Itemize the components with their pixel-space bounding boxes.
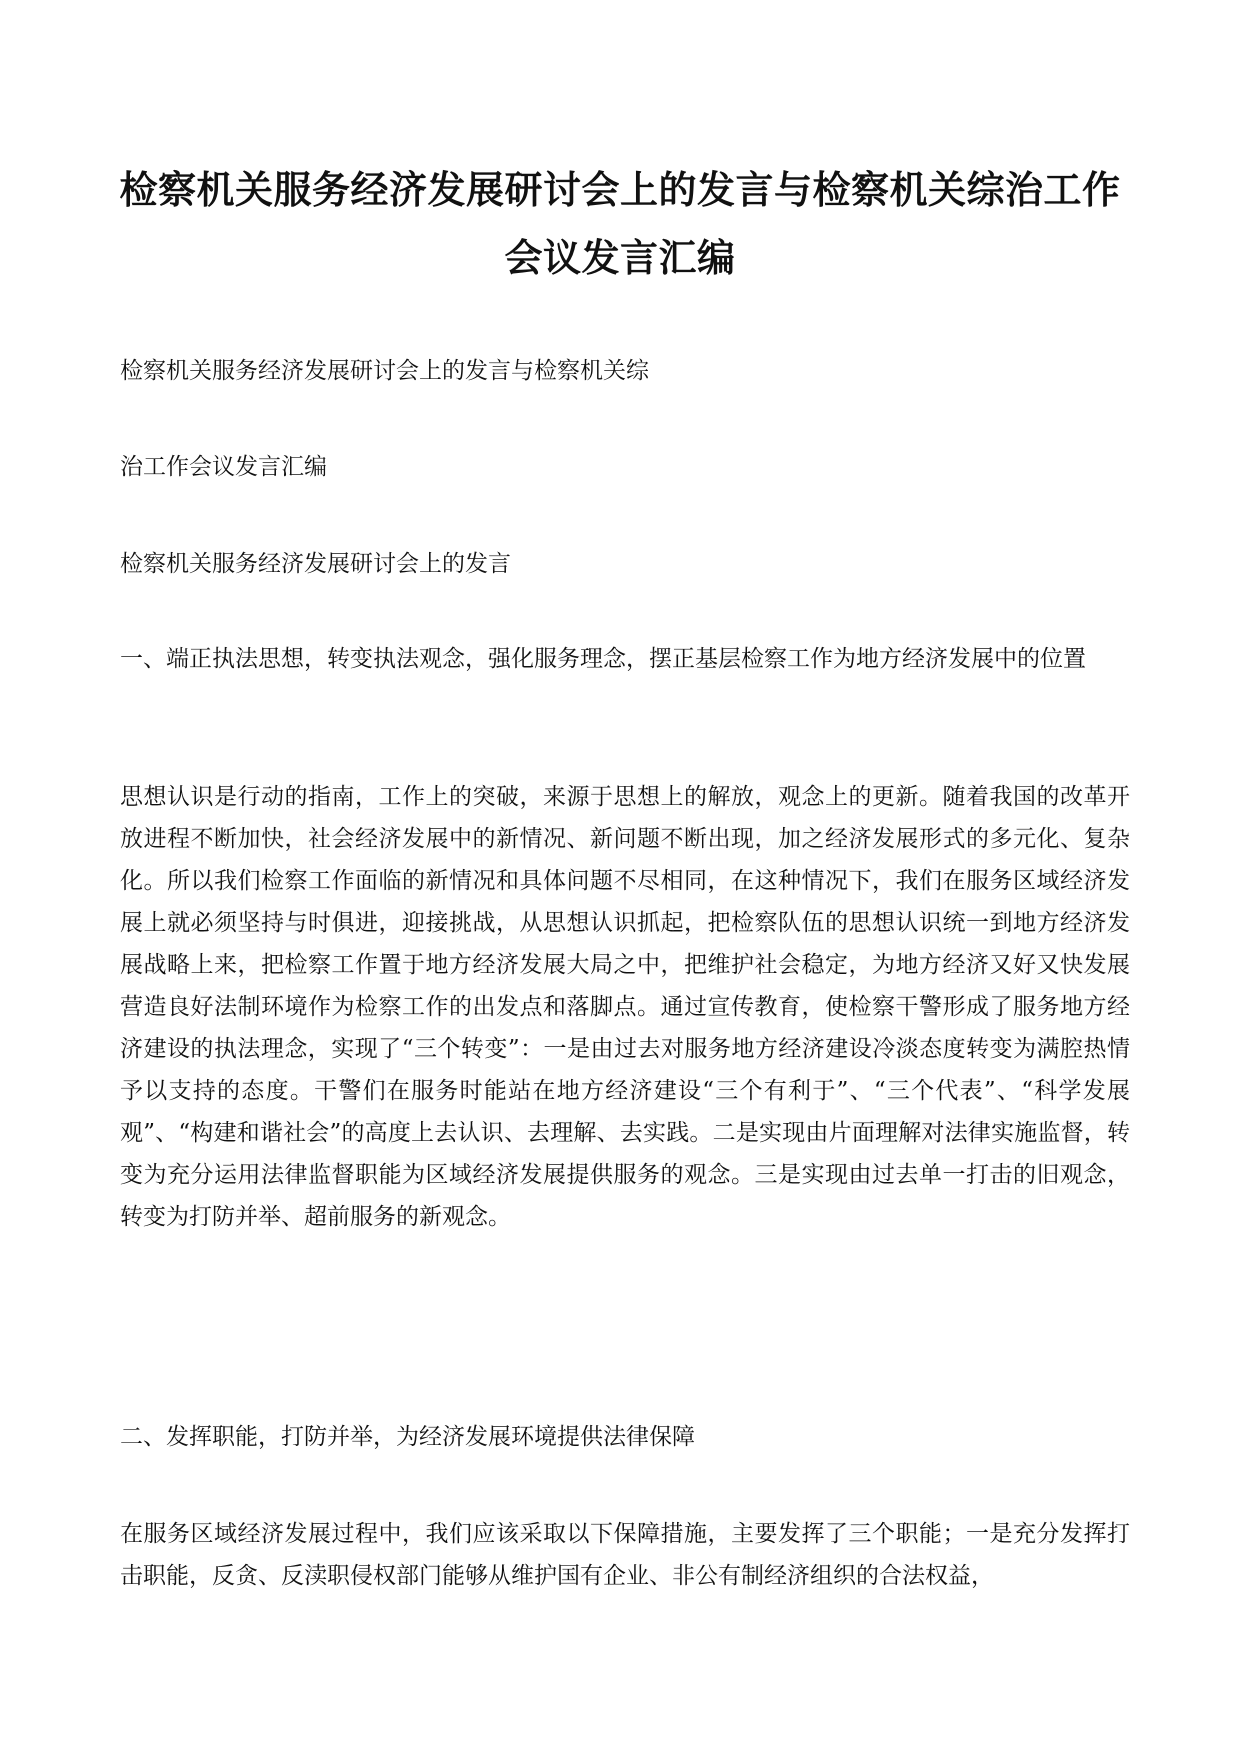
subtitle-line-2: 治工作会议发言汇编 xyxy=(120,454,327,480)
document-title xyxy=(100,156,1140,292)
title-line-1: 检察机关服务经济发展研讨会上的发言与检察机关综治工作 xyxy=(119,167,1121,212)
section-heading-1: 一、端正执法思想，转变执法观念，强化服务理念，摆正基层检察工作为地方经济发展中的位置 xyxy=(120,646,1086,672)
body-paragraph-1: 思想认识是行动的指南，工作上的突破，来源于思想上的解放，观念上的更新。随着我国的改革开放进程不断加快，社会经济发展中的新情况、新问题不断出现，加之经济发展形式的多元化、复杂化。所以我们检察工作面临的新情况和具体问题不尽相同，在这种情况下，我们在服务区域经济发展上就必须坚持与时俱进，迎接挑战，从思想认识抓起，把检察队伍的思想认识统一到地方经济发展战略上来，把检察工作置于地方经济发展大局之中，把维护社会稳定，为地方经济又好又快发展营造良好法制环境作为检察工作的出发点和落脚点。通过宣传教育，使检察干警形成了服务地方经济建设的执法理念，实现了“三个转变”：一是由过去对服务地方经济建设冷淡态度转变为满腔热情予以支持的态度。干警们在服务时能站在地方经济建设“三个有利于”、“三个代表”、“科学发展观”、“构建和谐社会”的高度上去认识、去理解、去实践。二是实现由片面理解对法律实施监督，转变为充分运用法律监督职能为区域经济发展提供服务的观念。三是实现由过去单一打击的旧观念，转变为打防并举、超前服务的新观念。 xyxy=(120,784,1130,1230)
section-heading-2: 二、发挥职能，打防并举，为经济发展环境提供法律保障 xyxy=(120,1424,695,1450)
title-line-2: 会议发言汇编 xyxy=(504,235,736,280)
section-heading-speech: 检察机关服务经济发展研讨会上的发言 xyxy=(120,551,511,577)
body-paragraph-2: 在服务区域经济发展过程中，我们应该采取以下保障措施，主要发挥了三个职能；一是充分发挥打击职能，反贪、反渎职侵权部门能够从维护国有企业、非公有制经济组织的合法权益， xyxy=(120,1521,1130,1589)
subtitle-line-1: 检察机关服务经济发展研讨会上的发言与检察机关综 xyxy=(120,358,649,384)
